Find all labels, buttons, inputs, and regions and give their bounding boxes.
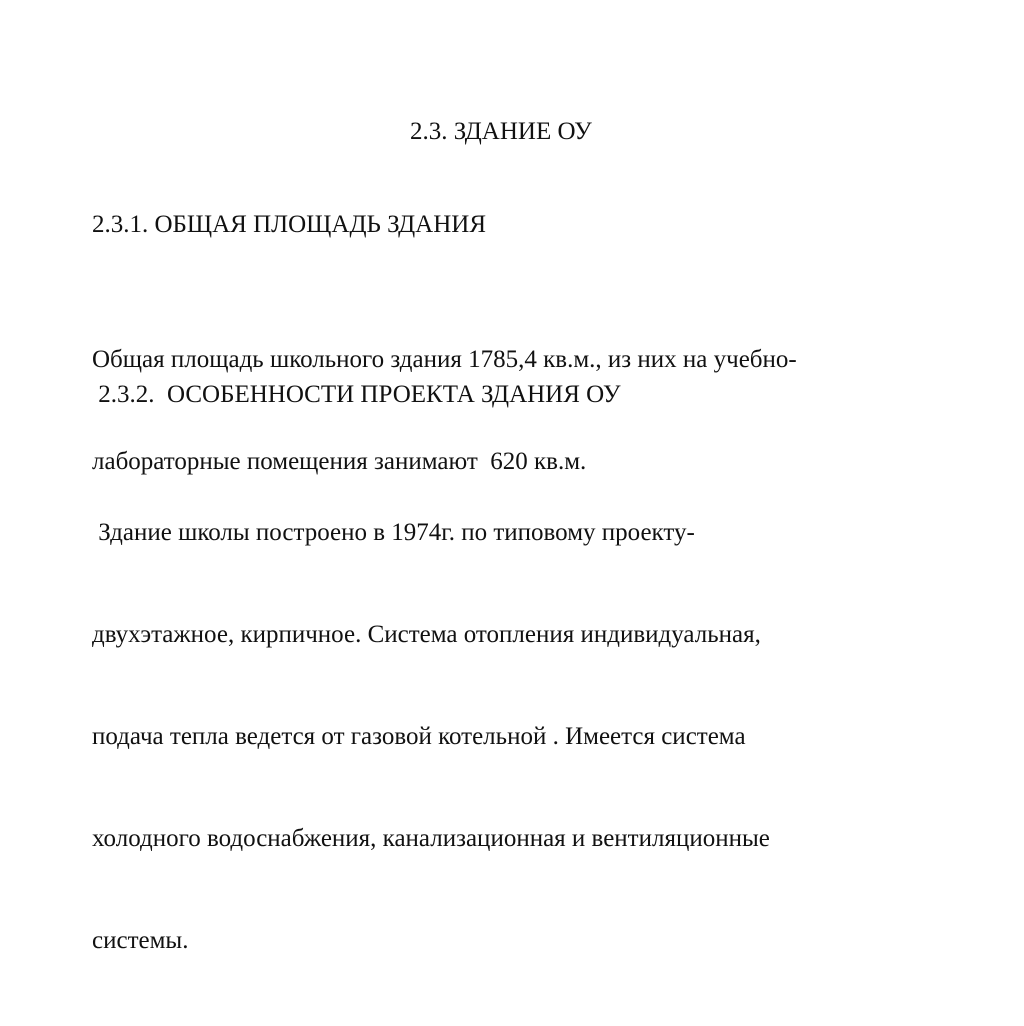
slide-title: 2.3. ЗДАНИЕ ОУ: [410, 118, 592, 145]
text-line: двухэтажное, кирпичное. Система отопления индивидуальная,: [92, 621, 761, 648]
text-line: Общая площадь школьного здания 1785,4 кв.м., из них на учебно-: [92, 346, 797, 373]
text-line: Здание школы построено в 1974г. по типовому проекту-: [92, 519, 695, 546]
section-heading-project-features: 2.3.2. ОСОБЕННОСТИ ПРОЕКТА ЗДАНИЯ ОУ: [92, 381, 621, 408]
section-body-project-features: [92, 448, 770, 1026]
text-line: лабораторные помещения занимают 620 кв.м.: [92, 448, 587, 475]
text-line: холодного водоснабжения, канализационная и вентиляционные: [92, 825, 770, 852]
section-heading-total-area: 2.3.1. ОБЩАЯ ПЛОЩАДЬ ЗДАНИЯ: [92, 211, 486, 238]
text-line: подача тепла ведется от газовой котельной . Имеется система: [92, 723, 746, 750]
text-line: системы.: [92, 927, 189, 954]
